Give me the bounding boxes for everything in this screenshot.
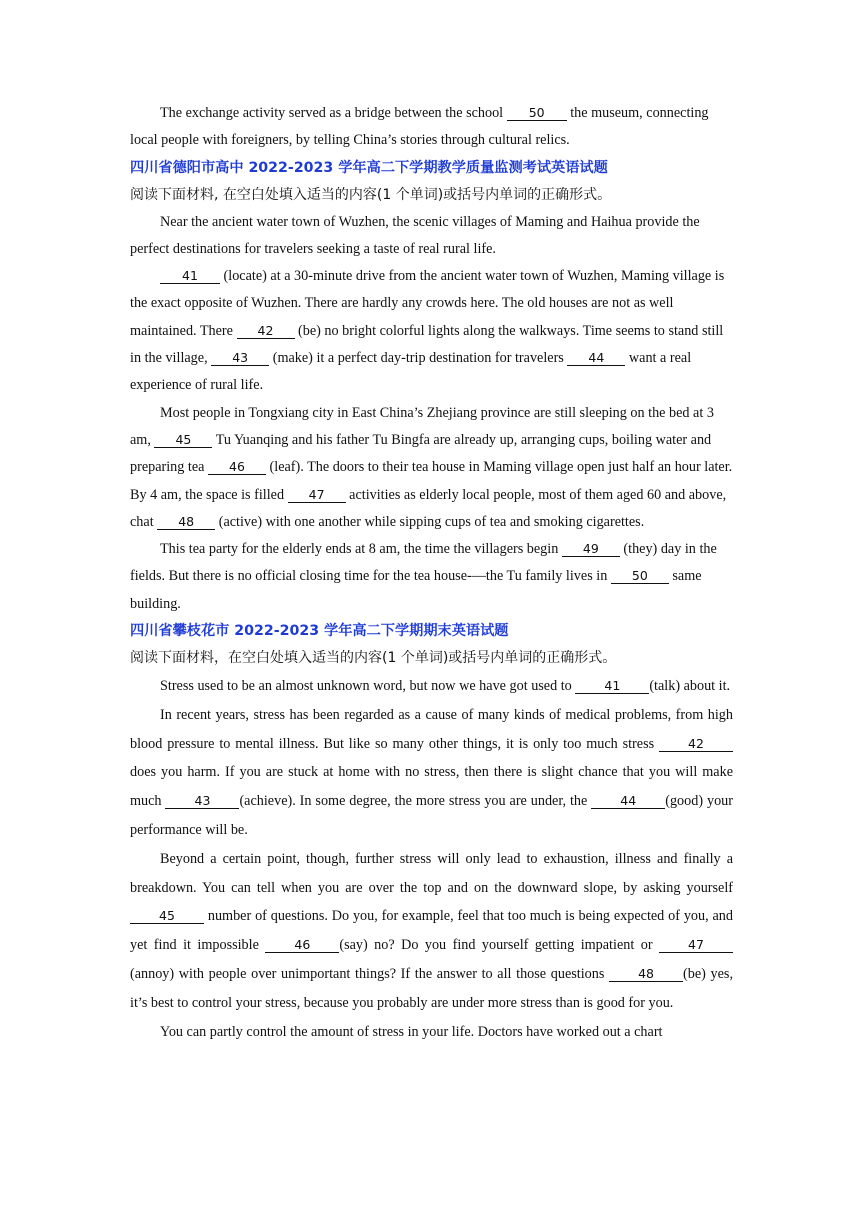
blank-48: 48: [609, 966, 683, 982]
text: (say) no? Do you find yourself getting impatient or: [339, 937, 659, 954]
text: (leaf). The doors to their tea house in Maming village open just half an hour later. By 4 am, the space is filled: [130, 459, 733, 503]
text: Tu Yuanqing and his father Tu Bingfa are already up, arranging cups, boiling water and preparing tea: [130, 431, 712, 476]
blank-50: 50: [507, 105, 567, 121]
instruction: 阅读下面材料, 在空白处填入适当的内容(1 个单词)或括号内单词的正确形式。: [130, 186, 612, 203]
paragraph: You can partly control the amount of stress in your life. Doctors have worked out a chart: [160, 1023, 663, 1040]
text: Beyond a certain point, though, further stress will only lead to exhaustion, illness and finally a breakdown. You can tell when you are over the top and on the downward slope, by asking yourself: [130, 850, 733, 896]
text: the museum, connecting local people with foreigners, by telling China’s stories through cultural relics.: [130, 105, 709, 149]
paragraph: [130, 100, 733, 155]
text: same building.: [130, 568, 702, 612]
blank-42: 42: [659, 736, 733, 752]
blank-48: 48: [157, 514, 215, 530]
text: number of questions. Do you, for example, feel that too much is being expected of you, and yet find it impossible: [130, 908, 733, 954]
blank-41: 41: [575, 678, 649, 694]
document-page: [130, 100, 733, 1046]
blank-43: 43: [211, 350, 269, 366]
blank-46: 46: [265, 937, 339, 953]
text: Stress used to be an almost unknown word, but now we have got used to: [160, 678, 576, 695]
paragraph: [130, 536, 733, 618]
paragraph: [130, 845, 733, 1018]
text: (good) your performance will be.: [130, 793, 733, 839]
text: (active) with one another while sipping cups of tea and smoking cigarettes.: [215, 513, 645, 530]
section-heading-deyang: 四川省德阳市高中 2022-2023 学年高二下学期教学质量监测考试英语试题: [130, 159, 608, 176]
instruction: 阅读下面材料，在空白处填入适当的内容(1 个单词)或括号内单词的正确形式。: [130, 650, 617, 667]
text: (make) it a perfect day-trip destination for travelers: [269, 350, 568, 367]
blank-43: 43: [165, 793, 239, 809]
paragraph: [130, 263, 733, 399]
text: activities as elderly local people, most of them aged 60 and above, chat: [130, 486, 727, 530]
text: (talk) about it.: [649, 678, 731, 695]
paragraph: [130, 672, 733, 701]
text: (they) day in the fields. But there is no official closing time for the tea house-—the Tu family lives in: [130, 541, 717, 585]
blank-44: 44: [591, 793, 665, 809]
blank-41: 41: [160, 268, 220, 284]
text: This tea party for the elderly ends at 8 am, the time the villagers begin: [160, 541, 562, 558]
text: (annoy) with people over unimportant things? If the answer to all those questions: [130, 966, 610, 983]
text: does you harm. If you are stuck at home with no stress, then there is slight chance that you will make much: [130, 764, 733, 810]
text: The exchange activity served as a bridge between the school: [160, 105, 507, 121]
text: (be) yes, it’s best to control your stress, because you probably are under more stress than is good for you.: [130, 966, 733, 1011]
blank-50: 50: [611, 568, 669, 584]
paragraph: [130, 400, 733, 536]
blank-44: 44: [567, 350, 625, 366]
blank-49: 49: [562, 541, 620, 557]
text: Most people in Tongxiang city in East China’s Zhejiang province are still sleeping on the bed at 3 am,: [130, 404, 714, 448]
blank-46: 46: [208, 459, 266, 475]
blank-45: 45: [130, 908, 204, 924]
text: (be) no bright colorful lights along the walkways. Time seems to stand still in the village,: [130, 322, 724, 367]
blank-42: 42: [237, 323, 295, 339]
paragraph: Near the ancient water town of Wuzhen, the scenic villages of Maming and Haihua provide the perfect destinations for travelers seeking a taste of real rural life.: [130, 213, 700, 257]
paragraph: [130, 701, 733, 845]
text: (locate) at a 30-minute drive from the ancient water town of Wuzhen, Maming village is the exact opposite of Wuzhen. There are hardly any crowds here. The old houses are not as well maintained. There: [130, 268, 725, 339]
section-heading-panzhihua: 四川省攀枝花市 2022-2023 学年高二下学期期末英语试题: [130, 623, 509, 640]
text: In recent years, stress has been regarded as a cause of many kinds of medical problems, from high blood pressure to mental illness. But like so many other things, it is only too much stress: [130, 706, 733, 752]
blank-47: 47: [659, 937, 733, 953]
blank-45: 45: [154, 432, 212, 448]
text: want a real experience of rural life.: [130, 350, 692, 394]
text: (achieve). In some degree, the more stress you are under, the: [239, 793, 592, 810]
blank-47: 47: [288, 487, 346, 503]
